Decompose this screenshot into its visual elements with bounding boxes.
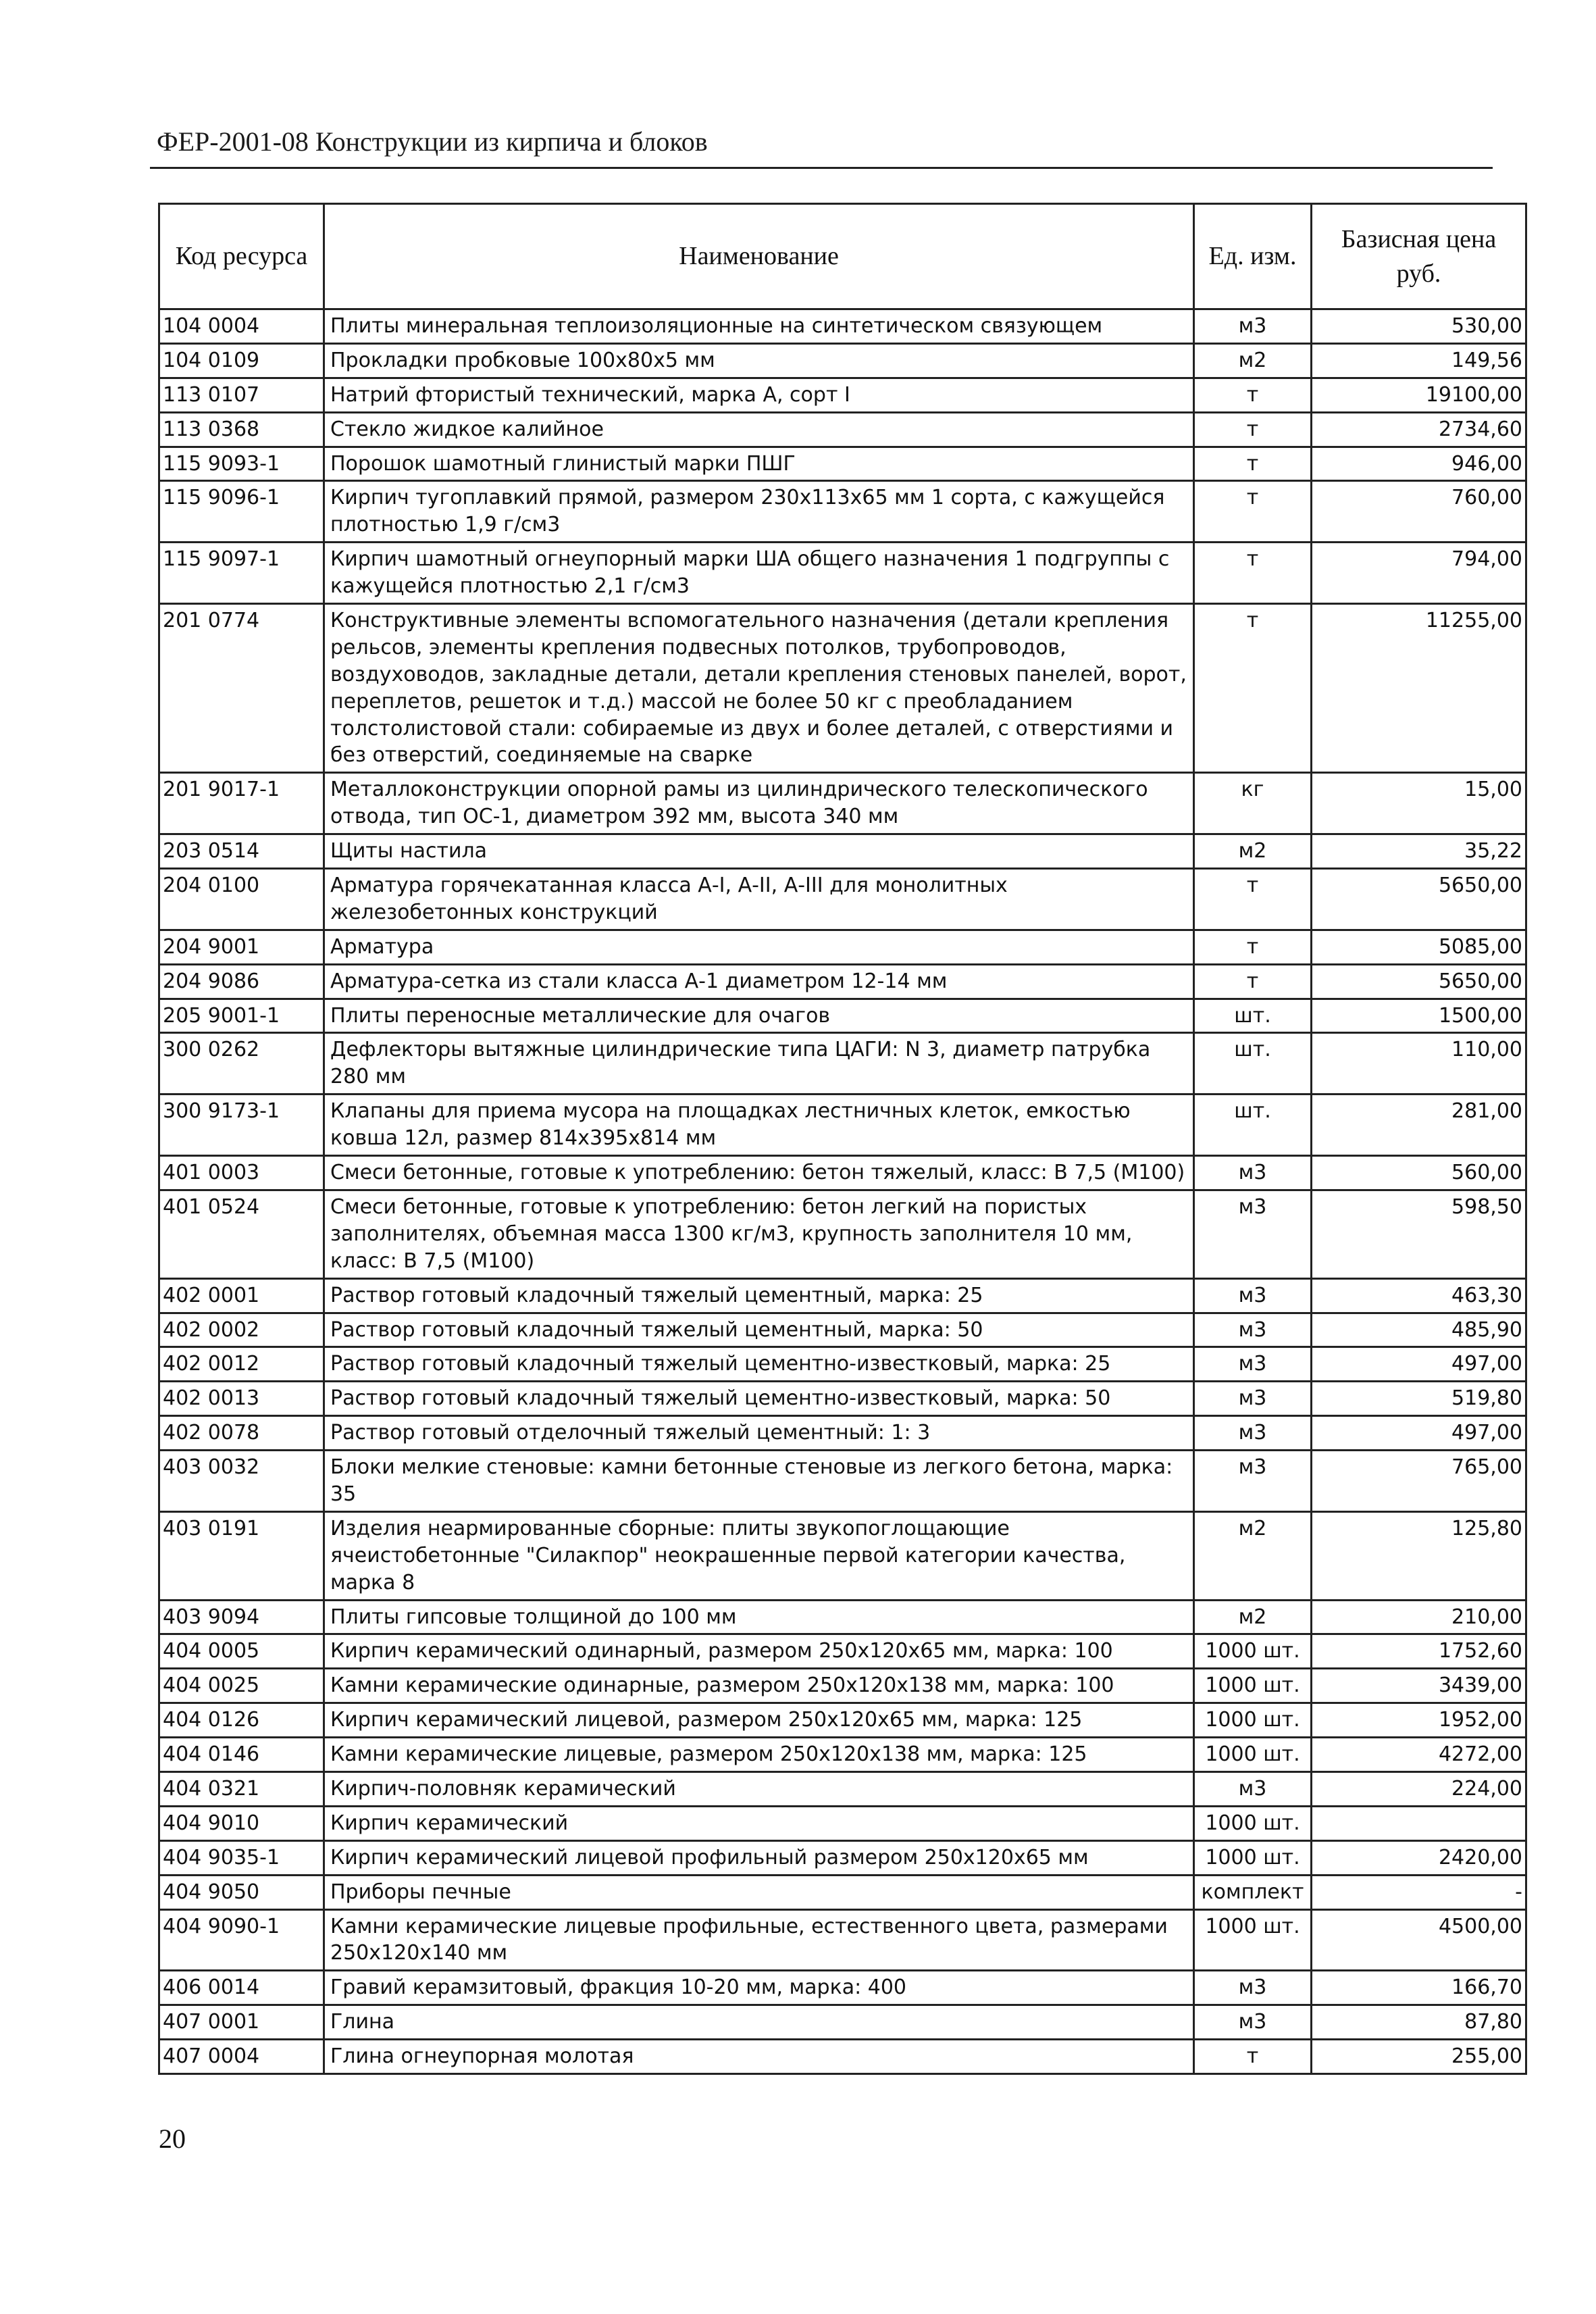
cell-price: 946,00 <box>1312 447 1526 481</box>
cell-code: 115 9097-1 <box>159 543 324 604</box>
cell-unit: т <box>1194 964 1312 999</box>
table-row <box>159 1382 1526 1416</box>
table-row <box>159 1095 1526 1156</box>
cell-price: 2734,60 <box>1312 412 1526 447</box>
table-row <box>159 447 1526 481</box>
cell-name: Камни керамические лицевые, размером 250х120х138 мм, марка: 125 <box>324 1738 1194 1772</box>
cell-name: Блоки мелкие стеновые: камни бетонные стеновые из легкого бетона, марка: 35 <box>324 1451 1194 1512</box>
cell-name: Стекло жидкое калийное <box>324 412 1194 447</box>
table-body <box>159 309 1526 2074</box>
cell-code: 404 0126 <box>159 1703 324 1738</box>
cell-code: 402 0001 <box>159 1278 324 1313</box>
cell-code: 406 0014 <box>159 1971 324 2005</box>
cell-code: 300 9173-1 <box>159 1095 324 1156</box>
cell-name: Порошок шамотный глинистый марки ПШГ <box>324 447 1194 481</box>
cell-price: 765,00 <box>1312 1451 1526 1512</box>
cell-unit: т <box>1194 378 1312 412</box>
cell-price: 1752,60 <box>1312 1634 1526 1669</box>
cell-price: 598,50 <box>1312 1190 1526 1278</box>
cell-name: Прокладки пробковые 100х80х5 мм <box>324 343 1194 378</box>
table-row <box>159 481 1526 543</box>
cell-name: Кирпич керамический одинарный, размером 250х120х65 мм, марка: 100 <box>324 1634 1194 1669</box>
cell-unit: т <box>1194 412 1312 447</box>
cell-unit: м3 <box>1194 1382 1312 1416</box>
cell-price: 5085,00 <box>1312 930 1526 964</box>
cell-name: Камни керамические лицевые профильные, естественного цвета, размерами 250х120х140 мм <box>324 1909 1194 1971</box>
cell-name: Раствор готовый кладочный тяжелый цементный, марка: 25 <box>324 1278 1194 1313</box>
table-header-row <box>159 204 1526 309</box>
cell-code: 404 0146 <box>159 1738 324 1772</box>
table-row <box>159 1600 1526 1634</box>
cell-code: 113 0107 <box>159 378 324 412</box>
cell-code: 113 0368 <box>159 412 324 447</box>
cell-code: 403 0032 <box>159 1451 324 1512</box>
cell-price <box>1312 1806 1526 1840</box>
cell-price: 1500,00 <box>1312 999 1526 1033</box>
cell-unit: м3 <box>1194 1313 1312 1347</box>
cell-name: Приборы печные <box>324 1875 1194 1909</box>
cell-price: 1952,00 <box>1312 1703 1526 1738</box>
cell-price: 87,80 <box>1312 2005 1526 2040</box>
cell-name: Плиты гипсовые толщиной до 100 мм <box>324 1600 1194 1634</box>
table-row <box>159 773 1526 834</box>
table-row <box>159 1033 1526 1095</box>
cell-name: Раствор готовый кладочный тяжелый цементно-известковый, марка: 25 <box>324 1347 1194 1382</box>
cell-name: Кирпич керамический <box>324 1806 1194 1840</box>
cell-unit: шт. <box>1194 1033 1312 1095</box>
cell-code: 300 0262 <box>159 1033 324 1095</box>
cell-code: 401 0524 <box>159 1190 324 1278</box>
cell-unit: м3 <box>1194 1278 1312 1313</box>
cell-code: 104 0004 <box>159 309 324 344</box>
cell-price: 11255,00 <box>1312 604 1526 773</box>
cell-unit: т <box>1194 447 1312 481</box>
table-row <box>159 1190 1526 1278</box>
cell-unit: т <box>1194 2040 1312 2074</box>
cell-name: Арматура-сетка из стали класса А-1 диаметром 12-14 мм <box>324 964 1194 999</box>
cell-name: Раствор готовый отделочный тяжелый цементный: 1: 3 <box>324 1416 1194 1451</box>
resource-table <box>158 203 1527 2075</box>
cell-unit: м3 <box>1194 1451 1312 1512</box>
cell-unit: 1000 шт. <box>1194 1738 1312 1772</box>
cell-unit: м2 <box>1194 1511 1312 1600</box>
cell-unit: м3 <box>1194 1190 1312 1278</box>
table-row <box>159 1156 1526 1190</box>
cell-code: 402 0012 <box>159 1347 324 1382</box>
cell-unit: м3 <box>1194 1156 1312 1190</box>
cell-price: 3439,00 <box>1312 1669 1526 1703</box>
cell-code: 203 0514 <box>159 834 324 869</box>
cell-price: 4272,00 <box>1312 1738 1526 1772</box>
table-row <box>159 999 1526 1033</box>
table-row <box>159 1703 1526 1738</box>
cell-code: 404 9010 <box>159 1806 324 1840</box>
cell-name: Смеси бетонные, готовые к употреблению: бетон тяжелый, класс: В 7,5 (М100) <box>324 1156 1194 1190</box>
column-header-price: Базисная цена руб. <box>1312 204 1526 309</box>
cell-unit: т <box>1194 869 1312 930</box>
cell-code: 201 9017-1 <box>159 773 324 834</box>
table-row <box>159 1347 1526 1382</box>
cell-price: 281,00 <box>1312 1095 1526 1156</box>
cell-price: 519,80 <box>1312 1382 1526 1416</box>
cell-price: 497,00 <box>1312 1416 1526 1451</box>
cell-code: 204 9086 <box>159 964 324 999</box>
cell-name: Металлоконструкции опорной рамы из цилиндрического телескопического отвода, тип ОС-1, диаметром 392 мм, высота 340 мм <box>324 773 1194 834</box>
cell-code: 402 0078 <box>159 1416 324 1451</box>
cell-code: 204 9001 <box>159 930 324 964</box>
cell-unit: м2 <box>1194 343 1312 378</box>
cell-unit: шт. <box>1194 999 1312 1033</box>
cell-code: 404 0321 <box>159 1771 324 1806</box>
cell-name: Арматура <box>324 930 1194 964</box>
cell-name: Кирпич-половняк керамический <box>324 1771 1194 1806</box>
cell-code: 403 9094 <box>159 1600 324 1634</box>
cell-unit: т <box>1194 543 1312 604</box>
cell-code: 404 0025 <box>159 1669 324 1703</box>
table-row <box>159 1909 1526 1971</box>
cell-price: 560,00 <box>1312 1156 1526 1190</box>
column-header-code: Код ресурса <box>159 204 324 309</box>
table-row <box>159 1971 1526 2005</box>
cell-code: 404 9035-1 <box>159 1840 324 1875</box>
cell-name: Кирпич шамотный огнеупорный марки ША общего назначения 1 подгруппы с кажущейся плотностью 2,1 г/см3 <box>324 543 1194 604</box>
cell-code: 115 9096-1 <box>159 481 324 543</box>
cell-unit: м2 <box>1194 834 1312 869</box>
table-row <box>159 378 1526 412</box>
table-row <box>159 834 1526 869</box>
cell-name: Кирпич керамический лицевой профильный размером 250х120х65 мм <box>324 1840 1194 1875</box>
cell-name: Кирпич керамический лицевой, размером 250х120х65 мм, марка: 125 <box>324 1703 1194 1738</box>
cell-price: 110,00 <box>1312 1033 1526 1095</box>
cell-code: 402 0002 <box>159 1313 324 1347</box>
table-row <box>159 1875 1526 1909</box>
cell-unit: м3 <box>1194 2005 1312 2040</box>
table-row <box>159 1738 1526 1772</box>
cell-name: Гравий керамзитовый, фракция 10-20 мм, марка: 400 <box>324 1971 1194 2005</box>
table-row <box>159 1634 1526 1669</box>
cell-name: Дефлекторы вытяжные цилиндрические типа ЦАГИ: N 3, диаметр патрубка 280 мм <box>324 1033 1194 1095</box>
cell-code: 401 0003 <box>159 1156 324 1190</box>
cell-name: Плиты переносные металлические для очагов <box>324 999 1194 1033</box>
cell-price: 794,00 <box>1312 543 1526 604</box>
cell-price: 19100,00 <box>1312 378 1526 412</box>
table-row <box>159 1840 1526 1875</box>
cell-unit: м3 <box>1194 1971 1312 2005</box>
cell-name: Изделия неармированные сборные: плиты звукопоглощающие ячеистобетонные "Силакпор" неокрашенные первой категории качества, марка 8 <box>324 1511 1194 1600</box>
cell-code: 402 0013 <box>159 1382 324 1416</box>
cell-unit: кг <box>1194 773 1312 834</box>
table-row <box>159 343 1526 378</box>
cell-name: Натрий фтористый технический, марка А, сорт I <box>324 378 1194 412</box>
cell-name: Раствор готовый кладочный тяжелый цементно-известковый, марка: 50 <box>324 1382 1194 1416</box>
cell-unit: м3 <box>1194 1771 1312 1806</box>
table-row <box>159 1451 1526 1512</box>
table-row <box>159 309 1526 344</box>
cell-name: Смеси бетонные, готовые к употреблению: бетон легкий на пористых заполнителях, объемная масса 1300 кг/м3, крупность заполнителя 10 мм, класс: В 7,5 (М100) <box>324 1190 1194 1278</box>
cell-price: 2420,00 <box>1312 1840 1526 1875</box>
cell-unit: 1000 шт. <box>1194 1703 1312 1738</box>
cell-unit: м3 <box>1194 1416 1312 1451</box>
cell-unit: м2 <box>1194 1600 1312 1634</box>
cell-code: 201 0774 <box>159 604 324 773</box>
cell-unit: м3 <box>1194 309 1312 344</box>
cell-name: Кирпич тугоплавкий прямой, размером 230х113х65 мм 1 сорта, с кажущейся плотностью 1,9 г/см3 <box>324 481 1194 543</box>
table-row <box>159 964 1526 999</box>
cell-unit: 1000 шт. <box>1194 1806 1312 1840</box>
table-row <box>159 1806 1526 1840</box>
table-row <box>159 604 1526 773</box>
cell-code: 404 0005 <box>159 1634 324 1669</box>
cell-price: 15,00 <box>1312 773 1526 834</box>
cell-unit: 1000 шт. <box>1194 1909 1312 1971</box>
cell-unit: 1000 шт. <box>1194 1669 1312 1703</box>
table-row <box>159 412 1526 447</box>
cell-name: Щиты настила <box>324 834 1194 869</box>
cell-unit: м3 <box>1194 1347 1312 1382</box>
cell-name: Раствор готовый кладочный тяжелый цементный, марка: 50 <box>324 1313 1194 1347</box>
cell-price: 210,00 <box>1312 1600 1526 1634</box>
cell-code: 404 9090-1 <box>159 1909 324 1971</box>
cell-price: 35,22 <box>1312 834 1526 869</box>
cell-name: Клапаны для приема мусора на площадках лестничных клеток, емкостью ковша 12л, размер 814х395х814 мм <box>324 1095 1194 1156</box>
cell-unit: т <box>1194 481 1312 543</box>
cell-unit: 1000 шт. <box>1194 1840 1312 1875</box>
cell-code: 404 9050 <box>159 1875 324 1909</box>
cell-price: 5650,00 <box>1312 964 1526 999</box>
cell-name: Конструктивные элементы вспомогательного назначения (детали крепления рельсов, элементы крепления подвесных потолков, трубопроводов, воздуховодов, закладные детали, детали крепления стеновых панелей, ворот, переплетов, решеток и т.д.) массой не более 50 кг с преобладанием толстолистовой стали: собираемые из двух и более деталей, с отверстиями и без отверстий, соединяемые на сварке <box>324 604 1194 773</box>
cell-unit: т <box>1194 604 1312 773</box>
cell-code: 115 9093-1 <box>159 447 324 481</box>
cell-price: 255,00 <box>1312 2040 1526 2074</box>
cell-name: Плиты минеральная теплоизоляционные на синтетическом связующем <box>324 309 1194 344</box>
table-row <box>159 2040 1526 2074</box>
table-row <box>159 1313 1526 1347</box>
table-row <box>159 930 1526 964</box>
cell-unit: т <box>1194 930 1312 964</box>
cell-name: Арматура горячекатанная класса А-I, А-II, А-III для монолитных железобетонных конструкций <box>324 869 1194 930</box>
cell-code: 204 0100 <box>159 869 324 930</box>
table-row <box>159 1416 1526 1451</box>
cell-price: 463,30 <box>1312 1278 1526 1313</box>
header-rule <box>150 167 1493 169</box>
cell-unit: комплект <box>1194 1875 1312 1909</box>
cell-price: 149,56 <box>1312 343 1526 378</box>
table-row <box>159 1278 1526 1313</box>
page-header: ФЕР-2001-08 Конструкции из кирпича и блоков <box>157 126 708 157</box>
cell-unit: шт. <box>1194 1095 1312 1156</box>
cell-price: 4500,00 <box>1312 1909 1526 1971</box>
page-number: 20 <box>159 2123 186 2154</box>
cell-price: 760,00 <box>1312 481 1526 543</box>
cell-code: 403 0191 <box>159 1511 324 1600</box>
table-row <box>159 1511 1526 1600</box>
cell-price: 530,00 <box>1312 309 1526 344</box>
cell-price: 5650,00 <box>1312 869 1526 930</box>
cell-code: 407 0001 <box>159 2005 324 2040</box>
cell-name: Камни керамические одинарные, размером 250х120х138 мм, марка: 100 <box>324 1669 1194 1703</box>
cell-price: 166,70 <box>1312 1971 1526 2005</box>
column-header-unit: Ед. изм. <box>1194 204 1312 309</box>
table-row <box>159 869 1526 930</box>
cell-price: 497,00 <box>1312 1347 1526 1382</box>
cell-name: Глина <box>324 2005 1194 2040</box>
cell-name: Глина огнеупорная молотая <box>324 2040 1194 2074</box>
cell-price: 224,00 <box>1312 1771 1526 1806</box>
table-row <box>159 1669 1526 1703</box>
cell-price: - <box>1312 1875 1526 1909</box>
column-header-name: Наименование <box>324 204 1194 309</box>
cell-code: 205 9001-1 <box>159 999 324 1033</box>
cell-unit: 1000 шт. <box>1194 1634 1312 1669</box>
cell-price: 485,90 <box>1312 1313 1526 1347</box>
cell-price: 125,80 <box>1312 1511 1526 1600</box>
table-row <box>159 1771 1526 1806</box>
cell-code: 407 0004 <box>159 2040 324 2074</box>
table-row <box>159 543 1526 604</box>
table-row <box>159 2005 1526 2040</box>
cell-code: 104 0109 <box>159 343 324 378</box>
